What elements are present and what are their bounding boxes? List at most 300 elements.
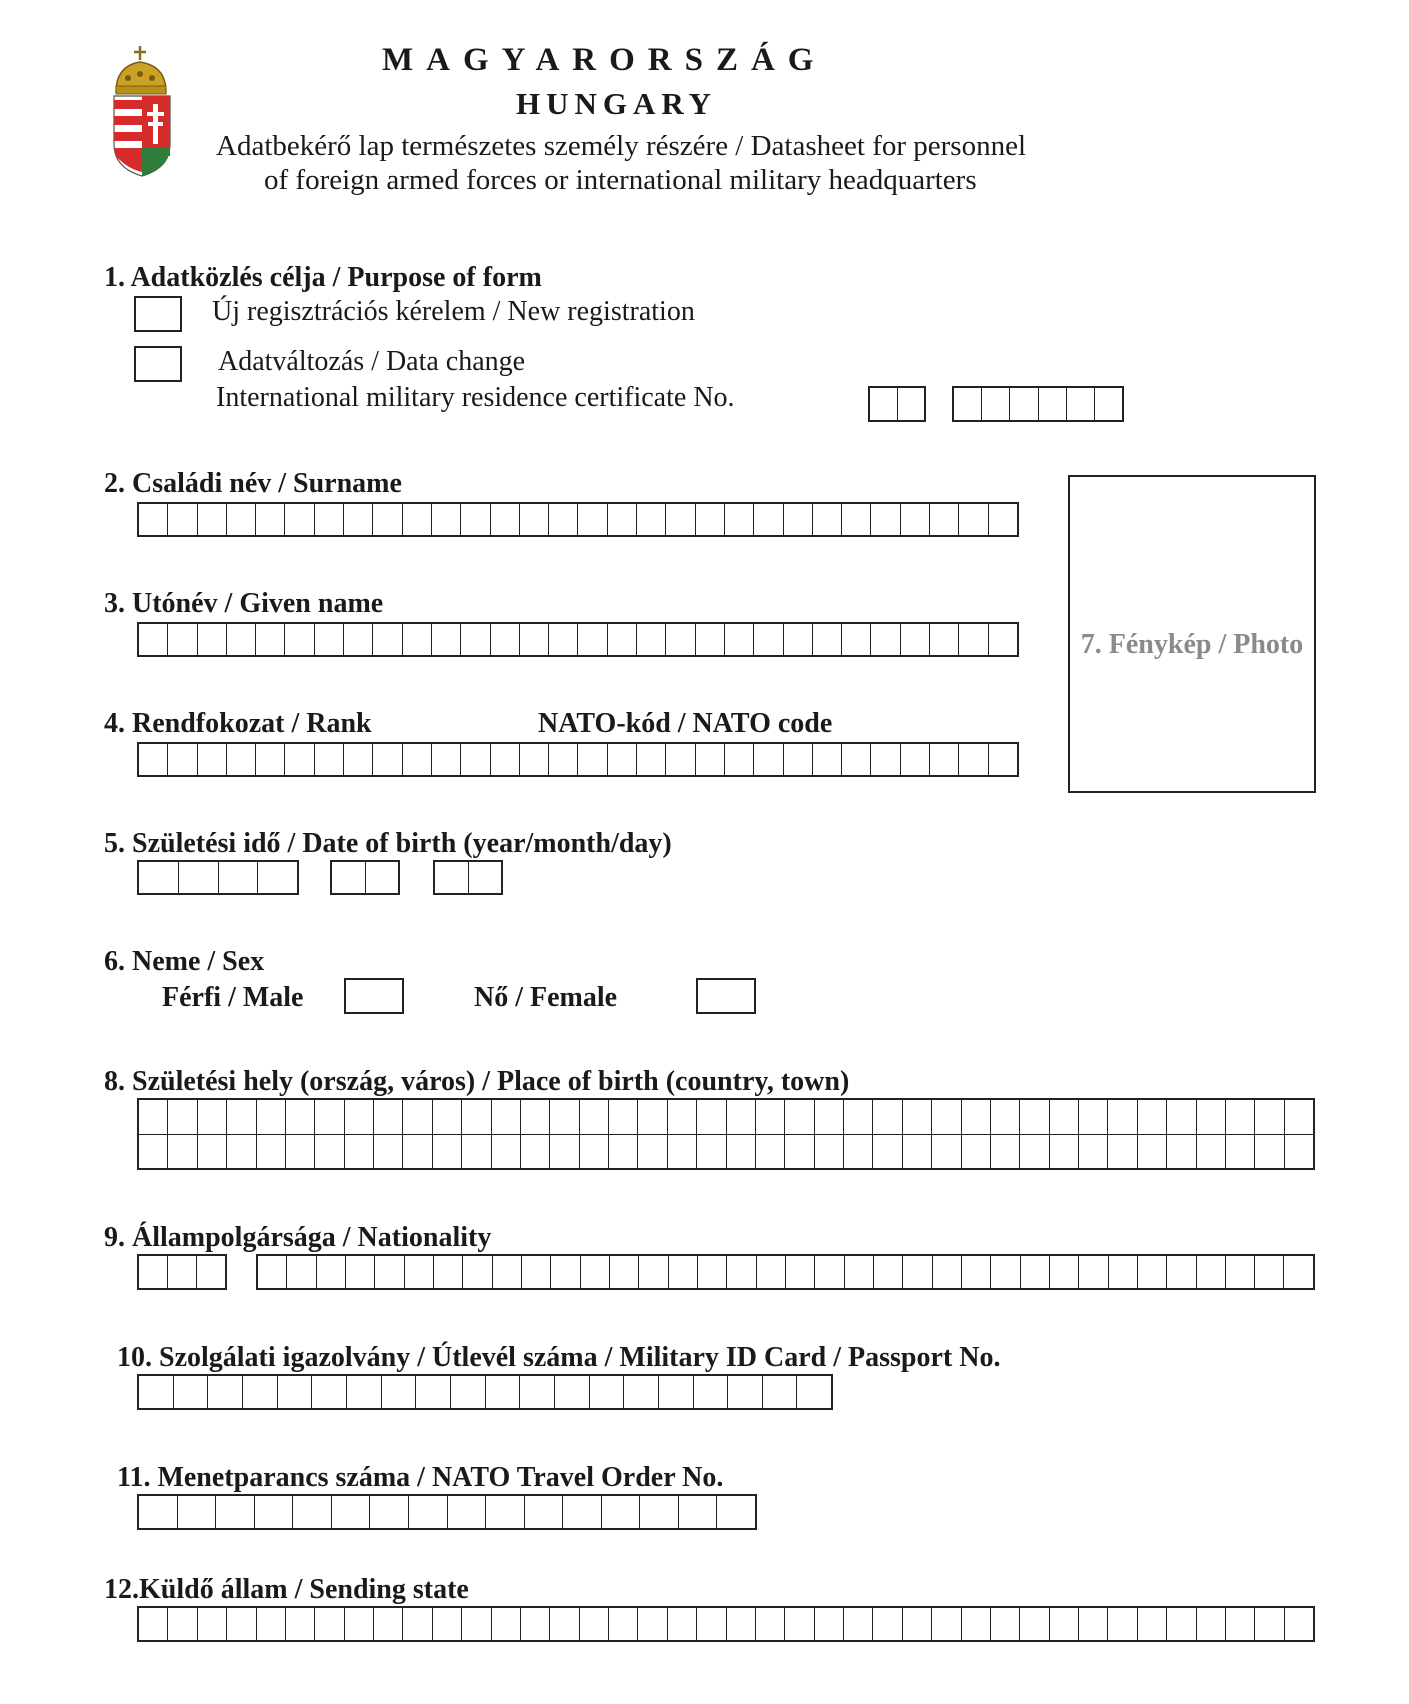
character-cell[interactable]	[139, 1608, 167, 1640]
character-cell[interactable]	[519, 504, 548, 535]
character-cell[interactable]	[658, 1376, 693, 1408]
character-cell[interactable]	[402, 504, 431, 535]
character-cell[interactable]	[139, 504, 167, 535]
certificate-number-field[interactable]	[952, 386, 1124, 422]
character-cell[interactable]	[316, 1256, 345, 1288]
character-cell[interactable]	[1166, 1100, 1195, 1134]
character-cell[interactable]	[601, 1496, 640, 1528]
character-cell[interactable]	[726, 1135, 755, 1169]
character-cell[interactable]	[215, 1496, 254, 1528]
character-cell[interactable]	[695, 744, 724, 775]
character-cell[interactable]	[1107, 1608, 1136, 1640]
character-cell[interactable]	[726, 1608, 755, 1640]
character-cell[interactable]	[929, 624, 958, 655]
character-cell[interactable]	[755, 1608, 784, 1640]
character-cell[interactable]	[753, 624, 782, 655]
character-cell[interactable]	[242, 1376, 277, 1408]
character-cell[interactable]	[491, 1135, 520, 1169]
character-cell[interactable]	[1254, 1608, 1283, 1640]
character-cell[interactable]	[607, 624, 636, 655]
character-cell[interactable]	[372, 504, 401, 535]
character-cell[interactable]	[1049, 1100, 1078, 1134]
character-cell[interactable]	[1254, 1100, 1283, 1134]
surname-field[interactable]	[137, 502, 1019, 537]
character-cell[interactable]	[256, 1100, 285, 1134]
character-cell[interactable]	[637, 1100, 666, 1134]
male-checkbox[interactable]	[344, 978, 404, 1014]
character-cell[interactable]	[988, 624, 1017, 655]
character-cell[interactable]	[931, 1608, 960, 1640]
character-cell[interactable]	[285, 1135, 314, 1169]
id-card-number-field[interactable]	[137, 1374, 833, 1410]
character-cell[interactable]	[814, 1608, 843, 1640]
new-registration-checkbox[interactable]	[134, 296, 182, 332]
character-cell[interactable]	[197, 1100, 226, 1134]
character-cell[interactable]	[784, 1100, 813, 1134]
given-name-field[interactable]	[137, 622, 1019, 657]
character-cell[interactable]	[1196, 1100, 1225, 1134]
character-cell[interactable]	[286, 1256, 315, 1288]
character-cell[interactable]	[637, 1608, 666, 1640]
character-cell[interactable]	[609, 1256, 638, 1288]
character-cell[interactable]	[812, 744, 841, 775]
character-cell[interactable]	[1283, 1256, 1312, 1288]
character-cell[interactable]	[753, 504, 782, 535]
character-cell[interactable]	[812, 624, 841, 655]
character-cell[interactable]	[1049, 1135, 1078, 1169]
character-cell[interactable]	[331, 1496, 370, 1528]
character-cell[interactable]	[1137, 1256, 1166, 1288]
character-cell[interactable]	[608, 1135, 637, 1169]
character-cell[interactable]	[667, 1608, 696, 1640]
character-cell[interactable]	[450, 1376, 485, 1408]
character-cell[interactable]	[284, 624, 313, 655]
character-cell[interactable]	[285, 1608, 314, 1640]
character-cell[interactable]	[554, 1376, 589, 1408]
character-cell[interactable]	[902, 1135, 931, 1169]
character-cell[interactable]	[431, 744, 460, 775]
character-cell[interactable]	[255, 504, 284, 535]
character-cell[interactable]	[902, 1100, 931, 1134]
character-cell[interactable]	[638, 1256, 667, 1288]
character-cell[interactable]	[1254, 1256, 1283, 1288]
character-cell[interactable]	[1078, 1608, 1107, 1640]
character-cell[interactable]	[961, 1608, 990, 1640]
character-cell[interactable]	[696, 1100, 725, 1134]
character-cell[interactable]	[716, 1496, 755, 1528]
character-cell[interactable]	[521, 1256, 550, 1288]
character-cell[interactable]	[519, 1376, 554, 1408]
character-cell[interactable]	[1107, 1135, 1136, 1169]
sending-state-field[interactable]	[137, 1606, 1315, 1642]
character-cell[interactable]	[636, 744, 665, 775]
character-cell[interactable]	[431, 624, 460, 655]
character-cell[interactable]	[1166, 1608, 1195, 1640]
character-cell[interactable]	[226, 624, 255, 655]
character-cell[interactable]	[173, 1376, 208, 1408]
character-cell[interactable]	[1284, 1100, 1313, 1134]
character-cell[interactable]	[1225, 1100, 1254, 1134]
character-cell[interactable]	[1078, 1256, 1107, 1288]
character-cell[interactable]	[678, 1496, 717, 1528]
character-cell[interactable]	[549, 1135, 578, 1169]
character-cell[interactable]	[167, 1100, 196, 1134]
character-cell[interactable]	[990, 1608, 1019, 1640]
character-cell[interactable]	[346, 1376, 381, 1408]
character-cell[interactable]	[695, 624, 724, 655]
character-cell[interactable]	[226, 1135, 255, 1169]
character-cell[interactable]	[990, 1256, 1019, 1288]
character-cell[interactable]	[139, 1376, 173, 1408]
character-cell[interactable]	[372, 624, 401, 655]
character-cell[interactable]	[726, 1256, 755, 1288]
character-cell[interactable]	[314, 504, 343, 535]
character-cell[interactable]	[461, 1135, 490, 1169]
character-cell[interactable]	[929, 744, 958, 775]
character-cell[interactable]	[433, 1256, 462, 1288]
character-cell[interactable]	[226, 504, 255, 535]
dob-year-field[interactable]	[137, 860, 299, 895]
character-cell[interactable]	[207, 1376, 242, 1408]
character-cell[interactable]	[665, 624, 694, 655]
character-cell[interactable]	[841, 624, 870, 655]
character-cell[interactable]	[197, 744, 226, 775]
character-cell[interactable]	[402, 624, 431, 655]
character-cell[interactable]	[579, 1608, 608, 1640]
character-cell[interactable]	[344, 1100, 373, 1134]
character-cell[interactable]	[343, 624, 372, 655]
nationality-code-field[interactable]	[137, 1254, 227, 1290]
character-cell[interactable]	[727, 1376, 762, 1408]
character-cell[interactable]	[548, 624, 577, 655]
character-cell[interactable]	[668, 1256, 697, 1288]
data-change-checkbox[interactable]	[134, 346, 182, 382]
character-cell[interactable]	[623, 1376, 658, 1408]
character-cell[interactable]	[381, 1376, 416, 1408]
character-cell[interactable]	[1107, 1100, 1136, 1134]
character-cell[interactable]	[1166, 1135, 1195, 1169]
character-cell[interactable]	[226, 1100, 255, 1134]
character-cell[interactable]	[519, 624, 548, 655]
character-cell[interactable]	[520, 1100, 549, 1134]
character-cell[interactable]	[579, 1135, 608, 1169]
character-cell[interactable]	[402, 1135, 431, 1169]
character-cell[interactable]	[255, 744, 284, 775]
character-cell[interactable]	[402, 744, 431, 775]
character-cell[interactable]	[1225, 1135, 1254, 1169]
character-cell[interactable]	[139, 744, 167, 775]
character-cell[interactable]	[550, 1256, 579, 1288]
character-cell[interactable]	[197, 1608, 226, 1640]
character-cell[interactable]	[796, 1376, 831, 1408]
character-cell[interactable]	[579, 1100, 608, 1134]
character-cell[interactable]	[961, 1256, 990, 1288]
character-cell[interactable]	[432, 1608, 461, 1640]
character-cell[interactable]	[843, 1608, 872, 1640]
character-cell[interactable]	[1196, 1135, 1225, 1169]
character-cell[interactable]	[1166, 1256, 1195, 1288]
character-cell[interactable]	[460, 504, 489, 535]
character-cell[interactable]	[460, 624, 489, 655]
character-cell[interactable]	[580, 1256, 609, 1288]
character-cell[interactable]	[958, 624, 987, 655]
character-cell[interactable]	[872, 1135, 901, 1169]
character-cell[interactable]	[490, 504, 519, 535]
character-cell[interactable]	[696, 1135, 725, 1169]
character-cell[interactable]	[284, 504, 313, 535]
character-cell[interactable]	[139, 1135, 167, 1169]
character-cell[interactable]	[548, 504, 577, 535]
character-cell[interactable]	[870, 624, 899, 655]
character-cell[interactable]	[1196, 1256, 1225, 1288]
character-cell[interactable]	[697, 1256, 726, 1288]
character-cell[interactable]	[637, 1135, 666, 1169]
character-cell[interactable]	[485, 1376, 520, 1408]
character-cell[interactable]	[931, 1135, 960, 1169]
character-cell[interactable]	[1137, 1100, 1166, 1134]
character-cell[interactable]	[197, 624, 226, 655]
character-cell[interactable]	[408, 1496, 447, 1528]
character-cell[interactable]	[490, 744, 519, 775]
character-cell[interactable]	[254, 1496, 293, 1528]
character-cell[interactable]	[841, 504, 870, 535]
character-cell[interactable]	[639, 1496, 678, 1528]
character-cell[interactable]	[870, 504, 899, 535]
character-cell[interactable]	[311, 1376, 346, 1408]
certificate-number-prefix-field[interactable]	[868, 386, 926, 422]
character-cell[interactable]	[902, 1608, 931, 1640]
character-cell[interactable]	[608, 1608, 637, 1640]
character-cell[interactable]	[607, 504, 636, 535]
character-cell[interactable]	[344, 1608, 373, 1640]
character-cell[interactable]	[1078, 1135, 1107, 1169]
character-cell[interactable]	[988, 744, 1017, 775]
character-cell[interactable]	[548, 744, 577, 775]
character-cell[interactable]	[345, 1256, 374, 1288]
character-cell[interactable]	[667, 1135, 696, 1169]
character-cell[interactable]	[1137, 1135, 1166, 1169]
character-cell[interactable]	[491, 1608, 520, 1640]
character-cell[interactable]	[1019, 1100, 1048, 1134]
character-cell[interactable]	[696, 1608, 725, 1640]
character-cell[interactable]	[314, 1608, 343, 1640]
character-cell[interactable]	[665, 504, 694, 535]
character-cell[interactable]	[1078, 1100, 1107, 1134]
character-cell[interactable]	[872, 1608, 901, 1640]
character-cell[interactable]	[255, 624, 284, 655]
character-cell[interactable]	[872, 1100, 901, 1134]
character-cell[interactable]	[958, 504, 987, 535]
character-cell[interactable]	[432, 1135, 461, 1169]
character-cell[interactable]	[167, 624, 196, 655]
character-cell[interactable]	[292, 1496, 331, 1528]
character-cell[interactable]	[372, 744, 401, 775]
character-cell[interactable]	[783, 624, 812, 655]
character-cell[interactable]	[373, 1135, 402, 1169]
character-cell[interactable]	[415, 1376, 450, 1408]
character-cell[interactable]	[607, 744, 636, 775]
character-cell[interactable]	[256, 1608, 285, 1640]
character-cell[interactable]	[695, 504, 724, 535]
character-cell[interactable]	[958, 744, 987, 775]
character-cell[interactable]	[844, 1256, 873, 1288]
character-cell[interactable]	[724, 624, 753, 655]
character-cell[interactable]	[724, 504, 753, 535]
character-cell[interactable]	[256, 1135, 285, 1169]
character-cell[interactable]	[753, 744, 782, 775]
character-cell[interactable]	[724, 744, 753, 775]
character-cell[interactable]	[608, 1100, 637, 1134]
character-cell[interactable]	[693, 1376, 728, 1408]
character-cell[interactable]	[197, 1135, 226, 1169]
character-cell[interactable]	[900, 504, 929, 535]
character-cell[interactable]	[783, 744, 812, 775]
character-cell[interactable]	[167, 744, 196, 775]
character-cell[interactable]	[961, 1135, 990, 1169]
character-cell[interactable]	[432, 1100, 461, 1134]
character-cell[interactable]	[665, 744, 694, 775]
character-cell[interactable]	[314, 624, 343, 655]
character-cell[interactable]	[167, 504, 196, 535]
character-cell[interactable]	[461, 1100, 490, 1134]
character-cell[interactable]	[636, 624, 665, 655]
character-cell[interactable]	[1049, 1256, 1078, 1288]
character-cell[interactable]	[402, 1608, 431, 1640]
character-cell[interactable]	[549, 1608, 578, 1640]
character-cell[interactable]	[1225, 1608, 1254, 1640]
character-cell[interactable]	[404, 1256, 433, 1288]
travel-order-number-field[interactable]	[137, 1494, 757, 1530]
character-cell[interactable]	[520, 1608, 549, 1640]
character-cell[interactable]	[369, 1496, 408, 1528]
dob-day-field[interactable]	[433, 860, 503, 895]
dob-month-field[interactable]	[330, 860, 400, 895]
character-cell[interactable]	[374, 1256, 403, 1288]
character-cell[interactable]	[139, 1496, 177, 1528]
character-cell[interactable]	[873, 1256, 902, 1288]
nationality-field[interactable]	[256, 1254, 1315, 1290]
character-cell[interactable]	[1020, 1256, 1049, 1288]
character-cell[interactable]	[402, 1100, 431, 1134]
character-cell[interactable]	[226, 1608, 255, 1640]
character-cell[interactable]	[1108, 1256, 1137, 1288]
character-cell[interactable]	[1284, 1135, 1313, 1169]
character-cell[interactable]	[167, 1135, 196, 1169]
character-cell[interactable]	[490, 624, 519, 655]
character-cell[interactable]	[1019, 1135, 1048, 1169]
birthplace-field[interactable]	[137, 1098, 1315, 1170]
character-cell[interactable]	[177, 1496, 216, 1528]
character-cell[interactable]	[1225, 1256, 1254, 1288]
character-cell[interactable]	[314, 1135, 343, 1169]
character-cell[interactable]	[812, 504, 841, 535]
character-cell[interactable]	[990, 1100, 1019, 1134]
character-cell[interactable]	[285, 1100, 314, 1134]
character-cell[interactable]	[343, 504, 372, 535]
character-cell[interactable]	[755, 1135, 784, 1169]
character-cell[interactable]	[492, 1256, 521, 1288]
character-cell[interactable]	[814, 1256, 843, 1288]
character-cell[interactable]	[726, 1100, 755, 1134]
character-cell[interactable]	[841, 744, 870, 775]
character-cell[interactable]	[258, 1256, 286, 1288]
character-cell[interactable]	[783, 504, 812, 535]
character-cell[interactable]	[814, 1135, 843, 1169]
character-cell[interactable]	[870, 744, 899, 775]
character-cell[interactable]	[139, 1100, 167, 1134]
character-cell[interactable]	[577, 504, 606, 535]
character-cell[interactable]	[1137, 1608, 1166, 1640]
character-cell[interactable]	[461, 1608, 490, 1640]
character-cell[interactable]	[843, 1135, 872, 1169]
character-cell[interactable]	[755, 1100, 784, 1134]
character-cell[interactable]	[784, 1135, 813, 1169]
character-cell[interactable]	[961, 1100, 990, 1134]
character-cell[interactable]	[373, 1100, 402, 1134]
character-cell[interactable]	[814, 1100, 843, 1134]
character-cell[interactable]	[1196, 1608, 1225, 1640]
character-cell[interactable]	[762, 1376, 797, 1408]
character-cell[interactable]	[462, 1256, 491, 1288]
character-cell[interactable]	[785, 1256, 814, 1288]
character-cell[interactable]	[284, 744, 313, 775]
character-cell[interactable]	[577, 744, 606, 775]
character-cell[interactable]	[1254, 1135, 1283, 1169]
character-cell[interactable]	[139, 624, 167, 655]
character-cell[interactable]	[756, 1256, 785, 1288]
character-cell[interactable]	[931, 1100, 960, 1134]
character-cell[interactable]	[784, 1608, 813, 1640]
character-cell[interactable]	[447, 1496, 486, 1528]
character-cell[interactable]	[314, 744, 343, 775]
character-cell[interactable]	[460, 744, 489, 775]
character-cell[interactable]	[343, 744, 372, 775]
character-cell[interactable]	[589, 1376, 624, 1408]
character-cell[interactable]	[431, 504, 460, 535]
female-checkbox[interactable]	[696, 978, 756, 1014]
character-cell[interactable]	[520, 1135, 549, 1169]
character-cell[interactable]	[549, 1100, 578, 1134]
character-cell[interactable]	[932, 1256, 961, 1288]
character-cell[interactable]	[485, 1496, 524, 1528]
character-cell[interactable]	[843, 1100, 872, 1134]
character-cell[interactable]	[1049, 1608, 1078, 1640]
character-cell[interactable]	[929, 504, 958, 535]
character-cell[interactable]	[519, 744, 548, 775]
character-cell[interactable]	[1019, 1608, 1048, 1640]
character-cell[interactable]	[226, 744, 255, 775]
character-cell[interactable]	[524, 1496, 563, 1528]
character-cell[interactable]	[562, 1496, 601, 1528]
character-cell[interactable]	[990, 1135, 1019, 1169]
character-cell[interactable]	[167, 1608, 196, 1640]
character-cell[interactable]	[988, 504, 1017, 535]
character-cell[interactable]	[636, 504, 665, 535]
character-cell[interactable]	[667, 1100, 696, 1134]
character-cell[interactable]	[344, 1135, 373, 1169]
character-cell[interactable]	[197, 504, 226, 535]
character-cell[interactable]	[314, 1100, 343, 1134]
character-cell[interactable]	[373, 1608, 402, 1640]
character-cell[interactable]	[900, 744, 929, 775]
rank-nato-code-field[interactable]	[137, 742, 1019, 777]
character-cell[interactable]	[902, 1256, 931, 1288]
character-cell[interactable]	[491, 1100, 520, 1134]
character-cell[interactable]	[277, 1376, 312, 1408]
character-cell[interactable]	[1284, 1608, 1313, 1640]
character-cell[interactable]	[900, 624, 929, 655]
character-cell[interactable]	[577, 624, 606, 655]
